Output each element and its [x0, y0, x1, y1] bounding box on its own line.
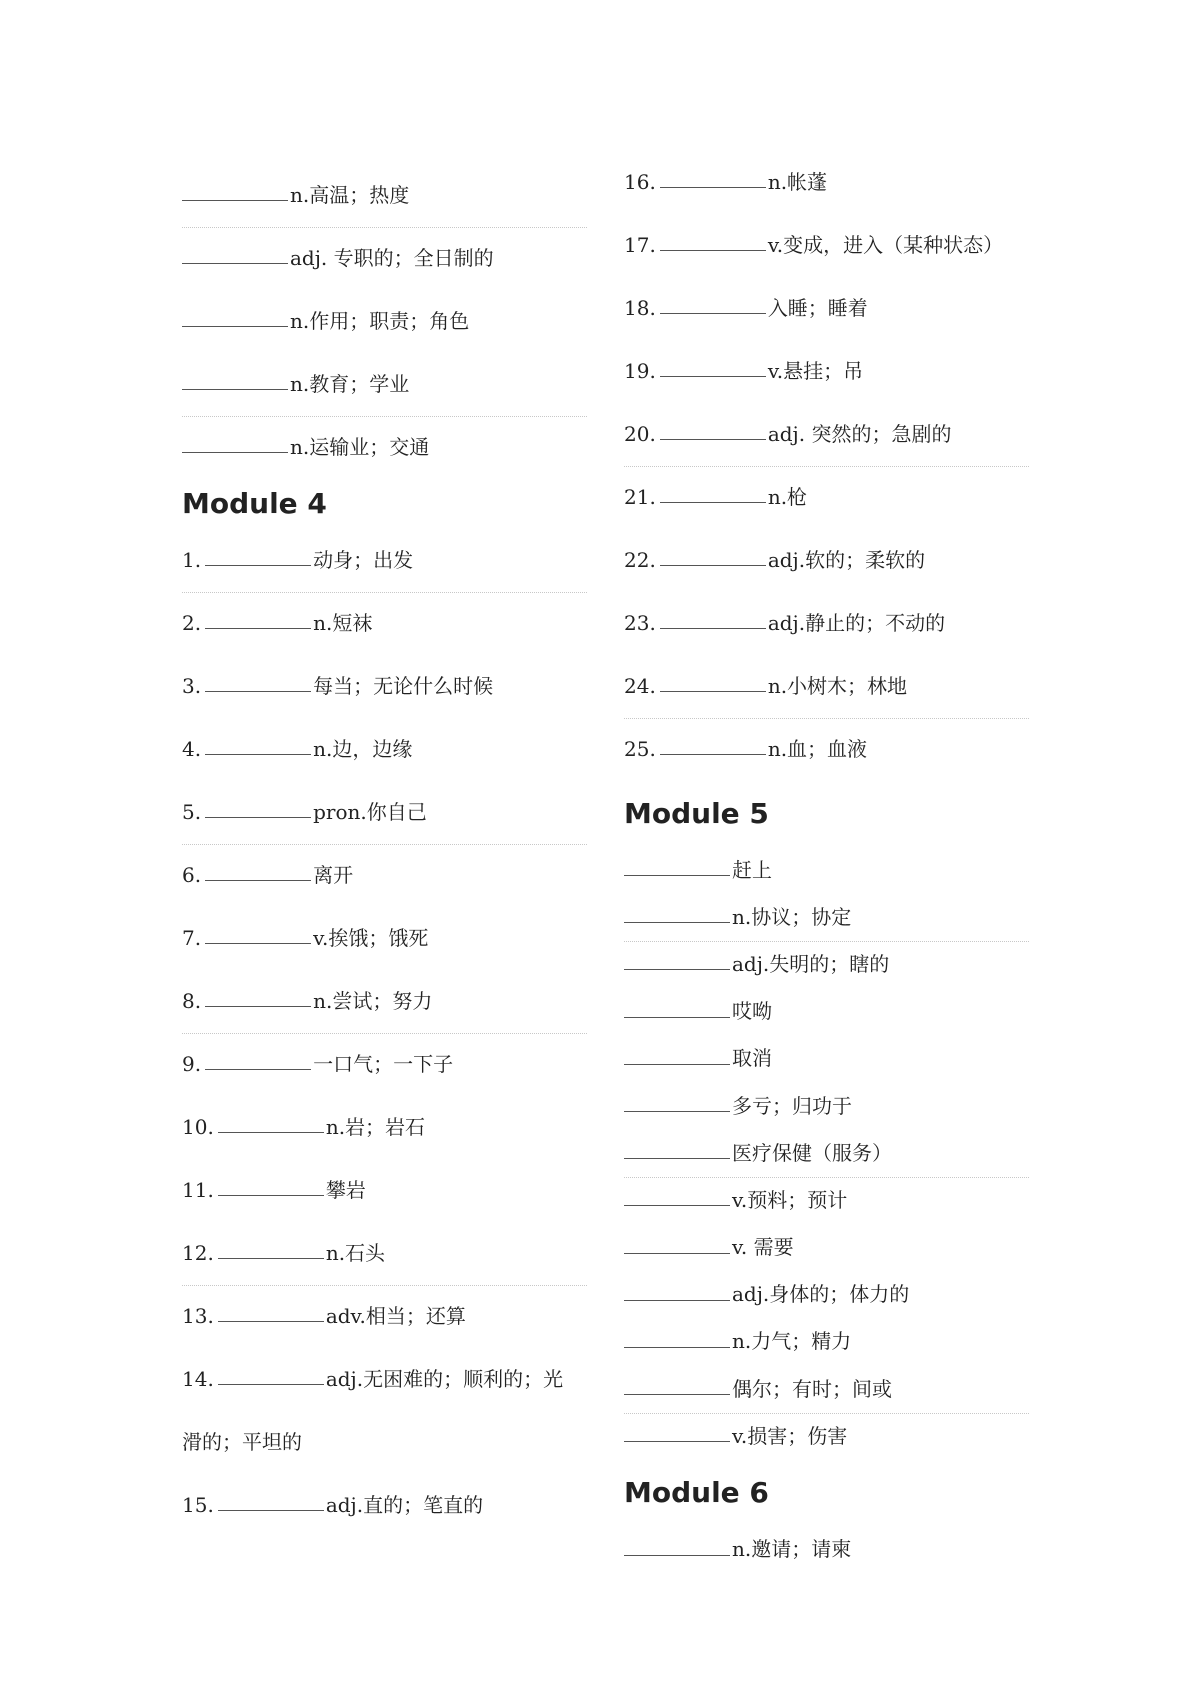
item-text: adj.无困难的；顺利的；光	[325, 1366, 564, 1391]
item-text: adv.相当；还算	[325, 1303, 466, 1328]
item-number: 24.	[624, 673, 656, 698]
vocab-item	[182, 843, 587, 906]
vocab-item	[182, 1032, 587, 1095]
item-number: 15.	[182, 1492, 214, 1517]
item-number: 1.	[182, 547, 202, 572]
answer-blank[interactable]	[660, 313, 766, 314]
item-number: 3.	[182, 673, 202, 698]
answer-blank[interactable]	[205, 754, 311, 755]
answer-blank[interactable]	[205, 691, 311, 692]
item-text: n.血；血液	[767, 736, 868, 761]
item-text: n.运输业；交通	[290, 434, 430, 459]
module-6-list	[624, 1525, 1029, 1572]
item-text: n.邀请；请柬	[732, 1537, 852, 1562]
vocab-item	[624, 465, 1029, 528]
answer-blank[interactable]	[182, 452, 288, 453]
vocab-item	[624, 893, 1029, 940]
answer-blank[interactable]	[660, 502, 766, 503]
answer-blank[interactable]	[660, 754, 766, 755]
vocab-item	[624, 1224, 1029, 1271]
answer-blank[interactable]	[624, 1158, 730, 1159]
item-text: v.损害；伤害	[732, 1423, 848, 1448]
answer-blank[interactable]	[624, 1347, 730, 1348]
vocab-item	[182, 1158, 587, 1221]
vocab-item	[182, 289, 587, 352]
item-text: 取消	[732, 1046, 772, 1071]
answer-blank[interactable]	[205, 628, 311, 629]
answer-blank[interactable]	[624, 1441, 730, 1442]
item-number: 2.	[182, 610, 202, 635]
vocab-item	[624, 654, 1029, 717]
vocab-item	[624, 1318, 1029, 1365]
item-text: adj.软的；柔软的	[767, 547, 926, 572]
vocab-item	[182, 780, 587, 843]
item-number: 22.	[624, 547, 656, 572]
answer-blank[interactable]	[182, 326, 288, 327]
item-text: 动身；出发	[313, 547, 414, 572]
answer-blank[interactable]	[218, 1321, 324, 1322]
answer-blank[interactable]	[660, 691, 766, 692]
answer-blank[interactable]	[624, 1017, 730, 1018]
item-number: 16.	[624, 169, 656, 194]
answer-blank[interactable]	[218, 1195, 324, 1196]
item-text: v.变成，进入（某种状态）	[767, 232, 1004, 257]
item-number: 10.	[182, 1114, 214, 1139]
item-number: 13.	[182, 1303, 214, 1328]
item-number: 5.	[182, 799, 202, 824]
item-number: 7.	[182, 925, 202, 950]
answer-blank[interactable]	[218, 1510, 324, 1511]
item-text: 赶上	[732, 857, 772, 882]
answer-blank[interactable]	[205, 943, 311, 944]
item-text: 偶尔；有时；间或	[732, 1376, 892, 1401]
vocab-item	[624, 846, 1029, 893]
item-number: 14.	[182, 1366, 214, 1391]
left-column	[182, 163, 587, 1536]
answer-blank[interactable]	[624, 1300, 730, 1301]
vocab-item	[624, 1365, 1029, 1412]
answer-blank[interactable]	[660, 628, 766, 629]
item-text: n.边，边缘	[313, 736, 413, 761]
answer-blank[interactable]	[660, 439, 766, 440]
vocab-item-continuation	[182, 1410, 587, 1473]
vocab-item	[624, 591, 1029, 654]
answer-blank[interactable]	[182, 200, 288, 201]
right-column	[624, 150, 1029, 1573]
item-text: 离开	[313, 862, 354, 887]
item-number: 8.	[182, 988, 202, 1013]
item-text: n.帐蓬	[767, 169, 828, 194]
vocab-item	[624, 1082, 1029, 1129]
item-text: adj.身体的；体力的	[732, 1282, 910, 1307]
item-number: 21.	[624, 484, 656, 509]
item-text: v.悬挂；吊	[767, 358, 864, 383]
item-number: 6.	[182, 862, 202, 887]
answer-blank[interactable]	[182, 389, 288, 390]
item-text: 滑的；平坦的	[182, 1429, 302, 1454]
answer-blank[interactable]	[218, 1132, 324, 1133]
vocab-item	[624, 717, 1029, 780]
answer-blank[interactable]	[624, 922, 730, 923]
item-text: n.力气；精力	[732, 1329, 852, 1354]
vocab-item	[624, 528, 1029, 591]
item-text: n.小树木；林地	[767, 673, 908, 698]
item-text: 多亏；归功于	[732, 1093, 852, 1118]
item-text: adj.直的；笔直的	[325, 1492, 484, 1517]
answer-blank[interactable]	[624, 1111, 730, 1112]
item-text: v. 需要	[732, 1235, 794, 1260]
item-number: 18.	[624, 295, 656, 320]
vocab-item	[624, 1035, 1029, 1082]
answer-blank[interactable]	[624, 1555, 730, 1556]
vocab-item	[624, 1412, 1029, 1459]
item-number: 20.	[624, 421, 656, 446]
item-text: 医疗保健（服务）	[732, 1140, 892, 1165]
item-number: 19.	[624, 358, 656, 383]
vocab-item	[624, 940, 1029, 987]
vocab-item	[182, 1095, 587, 1158]
answer-blank[interactable]	[205, 817, 311, 818]
vocab-item	[182, 528, 587, 591]
item-number: 25.	[624, 736, 656, 761]
vocab-item	[182, 226, 587, 289]
item-text: pron.你自己	[313, 799, 427, 824]
answer-blank[interactable]	[218, 1258, 324, 1259]
vocab-item	[182, 352, 587, 415]
item-text: n.尝试；努力	[313, 988, 433, 1013]
item-text: 入睡；睡着	[767, 295, 868, 320]
module-4-heading: Module 4	[182, 486, 327, 520]
item-number: 17.	[624, 232, 656, 257]
vocab-item	[182, 415, 587, 478]
vocab-item	[624, 213, 1029, 276]
vocab-item	[182, 1284, 587, 1347]
answer-blank[interactable]	[205, 1069, 311, 1070]
vocab-item	[182, 906, 587, 969]
item-text: adj.失明的；瞎的	[732, 951, 890, 976]
item-text: 哎呦	[732, 999, 772, 1024]
vocab-item	[182, 1221, 587, 1284]
answer-blank[interactable]	[205, 565, 311, 566]
vocab-item	[624, 150, 1029, 213]
vocab-item	[624, 1525, 1029, 1572]
answer-blank[interactable]	[205, 1006, 311, 1007]
item-text: adj. 突然的；急剧的	[767, 421, 952, 446]
vocab-item	[182, 969, 587, 1032]
vocab-item	[182, 1473, 587, 1536]
module-5-list	[624, 846, 1029, 1459]
item-text: v.挨饿；饿死	[313, 925, 429, 950]
item-text: n.教育；学业	[290, 371, 410, 396]
item-text: n.石头	[325, 1240, 386, 1265]
answer-blank[interactable]	[624, 1394, 730, 1395]
item-text: adj.静止的；不动的	[767, 610, 946, 635]
answer-blank[interactable]	[660, 250, 766, 251]
item-text: n.枪	[767, 484, 808, 509]
vocab-item	[624, 1176, 1029, 1223]
vocab-item	[624, 1271, 1029, 1318]
vocab-item	[182, 163, 587, 226]
vocab-item	[624, 276, 1029, 339]
answer-blank[interactable]	[660, 187, 766, 188]
answer-blank[interactable]	[624, 1064, 730, 1065]
item-text: n.岩；岩石	[325, 1114, 426, 1139]
vocab-item	[182, 717, 587, 780]
item-text: v.预料；预计	[732, 1187, 848, 1212]
item-text: n.作用；职责；角色	[290, 308, 470, 333]
answer-blank[interactable]	[218, 1384, 324, 1385]
item-text: n.短袜	[313, 610, 373, 635]
item-number: 12.	[182, 1240, 214, 1265]
module-5-heading: Module 5	[624, 796, 769, 830]
item-number: 9.	[182, 1051, 202, 1076]
vocab-item	[624, 1129, 1029, 1176]
item-text: 每当；无论什么时候	[313, 673, 494, 698]
module-6-heading: Module 6	[624, 1475, 769, 1509]
item-text: adj. 专职的；全日制的	[290, 245, 494, 270]
vocab-item	[624, 988, 1029, 1035]
vocab-item	[182, 591, 587, 654]
item-number: 11.	[182, 1177, 214, 1202]
item-number: 4.	[182, 736, 202, 761]
item-text: 一口气；一下子	[313, 1051, 454, 1076]
answer-blank[interactable]	[660, 565, 766, 566]
vocab-item	[624, 339, 1029, 402]
answer-blank[interactable]	[624, 875, 730, 876]
vocab-item	[624, 402, 1029, 465]
answer-blank[interactable]	[182, 263, 288, 264]
answer-blank[interactable]	[624, 1205, 730, 1206]
item-text: n.协议；协定	[732, 904, 852, 929]
answer-blank[interactable]	[624, 969, 730, 970]
vocab-item	[182, 654, 587, 717]
item-number: 23.	[624, 610, 656, 635]
answer-blank[interactable]	[624, 1253, 730, 1254]
item-text: n.高温；热度	[290, 182, 410, 207]
item-text: 攀岩	[325, 1177, 366, 1202]
vocab-item	[182, 1347, 587, 1410]
answer-blank[interactable]	[660, 376, 766, 377]
answer-blank[interactable]	[205, 880, 311, 881]
